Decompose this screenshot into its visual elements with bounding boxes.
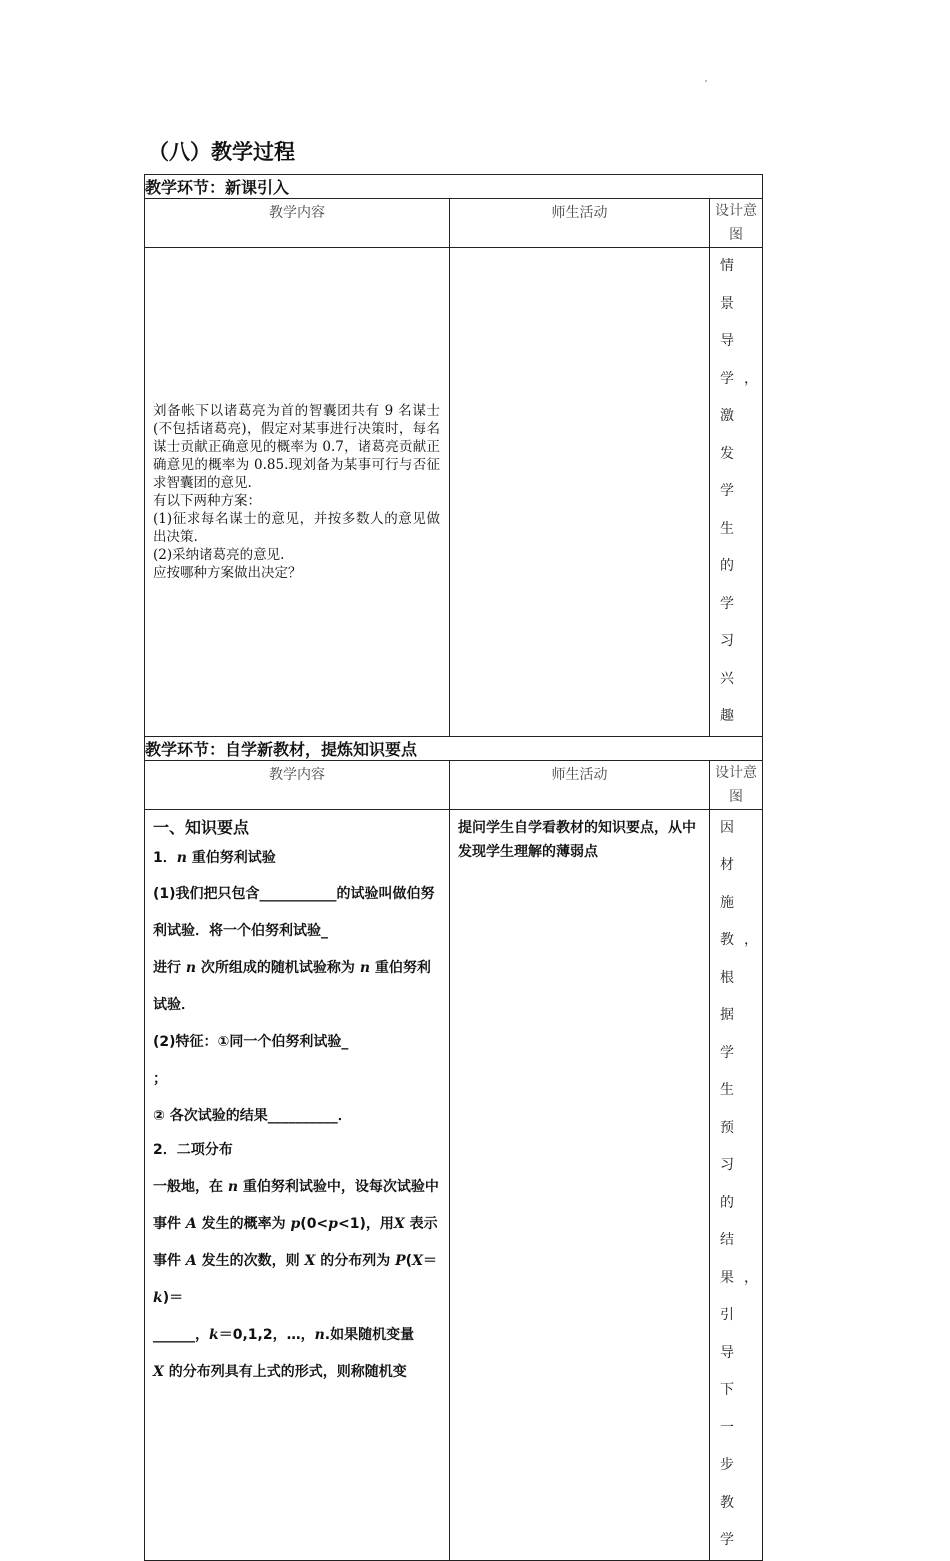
binomial-definition: 一般地，在 n 重伯努利试验中，设每次试验中事件 A 发生的概率为 p(0<p<1)，用X 表示事件 A 发生的次数，则 X 的分布列为 P(X＝k)＝ ______，k＝0,1,2，…，n.如果随机变量 X 的分布列具有上式的形式，则称随机变: [153, 1178, 439, 1380]
section1-header-row: [145, 175, 763, 199]
section2-activity: 提问学生自学看教材的知识要点，从中发现学生理解的薄弱点: [450, 809, 710, 1560]
page-heading: （八）教学过程: [148, 140, 295, 164]
teaching-process-table: [144, 174, 768, 1561]
section1-body-row: [145, 248, 763, 737]
section1-title: 教学环节：新课引入: [145, 175, 763, 199]
section1-column-header-row: [145, 199, 763, 248]
col-activity-header: 师生活动: [450, 199, 710, 248]
content-paragraph: 应按哪种方案做出决定？: [153, 564, 302, 581]
bernoulli-feature-sep: ；: [153, 1070, 167, 1087]
bernoulli-feature-1: (2)特征：①同一个伯努利试验_: [153, 1033, 349, 1050]
section2-body-row: [145, 809, 763, 1560]
col-design-header: 设计意图: [710, 760, 763, 809]
section2-design-intent: 因材施教，根据学生预习的结果，引导下一步教学: [710, 809, 763, 1560]
bernoulli-feature-2: ② 各次试验的结果__________．: [153, 1107, 352, 1124]
section1-activity: [450, 248, 710, 737]
bernoulli-title: 1．n 重伯努利试验: [153, 849, 276, 866]
corner-mark: [705, 80, 707, 82]
section2-column-header-row: [145, 760, 763, 809]
content-paragraph: 刘备帐下以诸葛亮为首的智囊团共有 9 名谋士(不包括诸葛亮)，假定对某事进行决策时，每名谋士贡献正确意见的概率为 0.7，诸葛亮贡献正确意见的概率为 0.85.现刘备为某事可行与否征求智囊团的意见.: [153, 402, 440, 491]
section1-content: [145, 248, 450, 737]
col-content-header: 教学内容: [145, 760, 450, 809]
bernoulli-definition: (1)我们把只包含___________的试验叫做伯努利试验．将一个伯努利试验_: [153, 885, 435, 939]
content-paragraph: 有以下两种方案：: [153, 492, 261, 509]
col-content-header: 教学内容: [145, 199, 450, 248]
col-activity-header: 师生活动: [450, 760, 710, 809]
bernoulli-n-trials: 进行 n 次所组成的随机试验称为 n 重伯努利试验．: [153, 959, 431, 1013]
knowledge-points-content: [145, 809, 450, 1560]
knowledge-title: 一、知识要点: [153, 817, 250, 837]
section2-title: 教学环节：自学新教材，提炼知识要点: [145, 736, 763, 760]
section1-design-intent: 情景导学，激发学生的学习兴趣: [710, 248, 763, 737]
content-paragraph: (2)采纳诸葛亮的意见.: [153, 546, 285, 563]
col-design-header: 设计意图: [710, 199, 763, 248]
section2-header-row: [145, 736, 763, 760]
content-paragraph: (1)征求每名谋士的意见，并按多数人的意见做出决策.: [153, 510, 440, 545]
binomial-title: 2．二项分布: [153, 1141, 233, 1158]
